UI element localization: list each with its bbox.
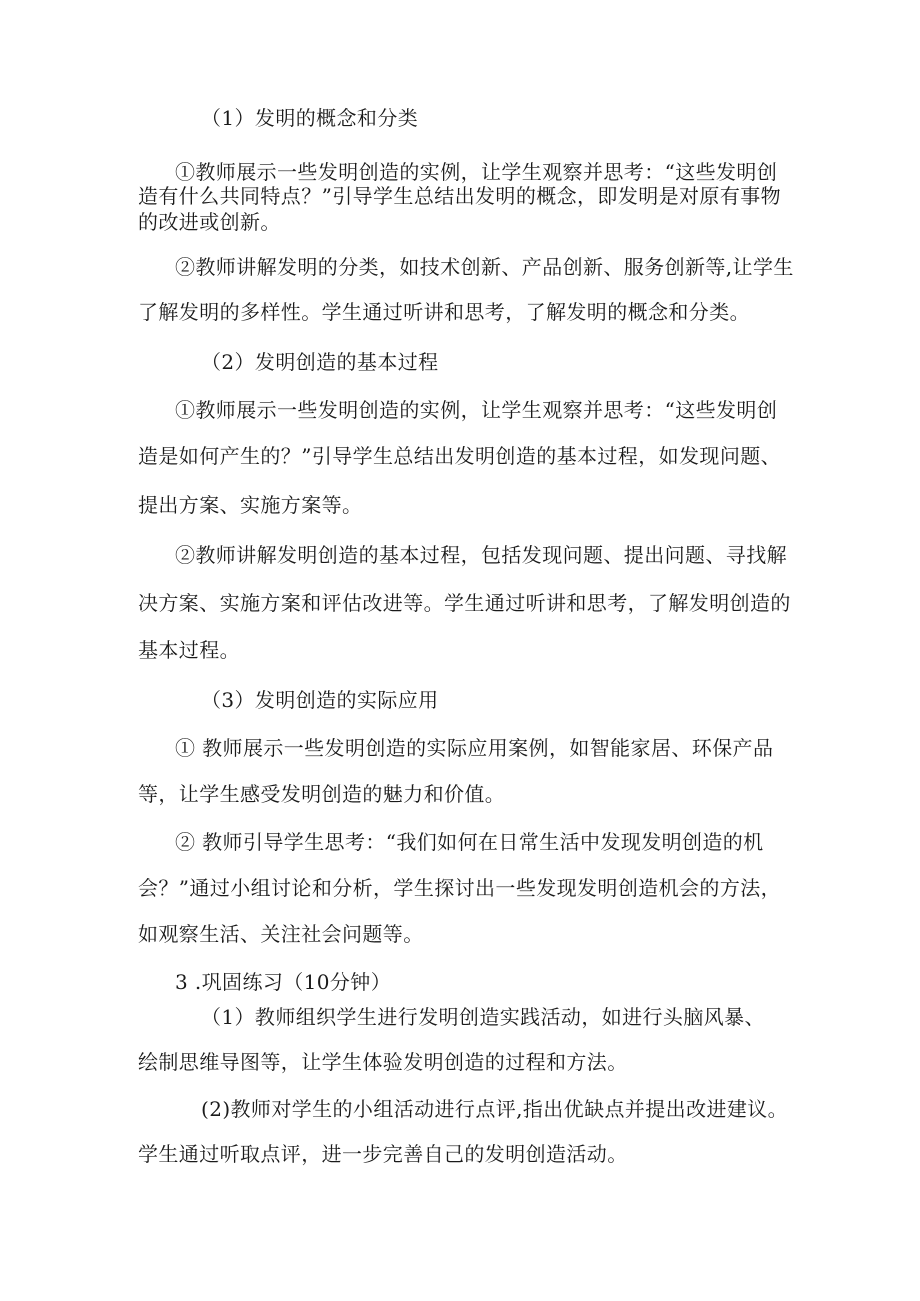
section-1-p1-line-2: 造有什么共同特点？”引导学生总结出发明的概念，即发明是对原有事物: [138, 184, 782, 208]
section-4-p1-line-2: 绘制思维导图等，让学生体验发明创造的过程和方法。: [138, 1050, 628, 1074]
section-3-p2-line-1: ② 教师引导学生思考：“我们如何在日常生活中发现发明创造的机: [175, 830, 764, 854]
section-2-p1-line-1: ①教师展示一些发明创造的实例，让学生观察并思考：“这些发明创: [175, 398, 778, 422]
section-3-p2-line-2: 会？”通过小组讨论和分析，学生探讨出一些发现发明创造机会的方法，: [138, 876, 782, 900]
section-2-p1-line-3: 提出方案、实施方案等。: [138, 493, 363, 517]
section-1-p2-line-2: 了解发明的多样性。学生通过听讲和思考，了解发明的概念和分类。: [138, 300, 750, 324]
section-1-p1-line-3: 的改进或创新。: [138, 210, 281, 234]
section-1-heading: （1）发明的概念和分类: [201, 106, 419, 130]
section-2-p2-line-3: 基本过程。: [138, 638, 240, 662]
section-2-heading: （2）发明创造的基本过程: [201, 350, 439, 374]
section-1-p1-line-1: ①教师展示一些发明创造的实例，让学生观察并思考：“这些发明创: [175, 160, 778, 184]
section-3-heading: （3）发明创造的实际应用: [201, 688, 439, 712]
section-4-p1-line-1: （1）教师组织学生进行发明创造实践活动，如进行头脑风暴、: [201, 1005, 765, 1029]
section-2-p2-line-2: 决方案、实施方案和评估改进等。学生通过听讲和思考，了解发明创造的: [138, 591, 791, 615]
section-2-p1-line-2: 造是如何产生的？”引导学生总结出发明创造的基本过程，如发现问题、: [138, 444, 782, 468]
section-3-p1-line-1: ① 教师展示一些发明创造的实际应用案例，如智能家居、环保产品: [175, 736, 774, 760]
section-3-p1-line-2: 等，让学生感受发明创造的魅力和价值。: [138, 782, 506, 806]
section-4-p2-line-2: 学生通过听取点评，进一步完善自己的发明创造活动。: [138, 1142, 628, 1166]
section-4-p2-line-1: (2)教师对学生的小组活动进行点评,指出优缺点并提出改进建议。: [201, 1097, 789, 1121]
section-2-p2-line-1: ②教师讲解发明创造的基本过程，包括发现问题、提出问题、寻找解: [175, 543, 787, 567]
section-3-p2-line-3: 如观察生活、关注社会问题等。: [138, 922, 424, 946]
section-1-p2-line-1: ②教师讲解发明的分类，如技术创新、产品创新、服务创新等,让学生: [175, 255, 794, 279]
section-4-heading: 3 .巩固练习（10分钟）: [175, 970, 392, 994]
